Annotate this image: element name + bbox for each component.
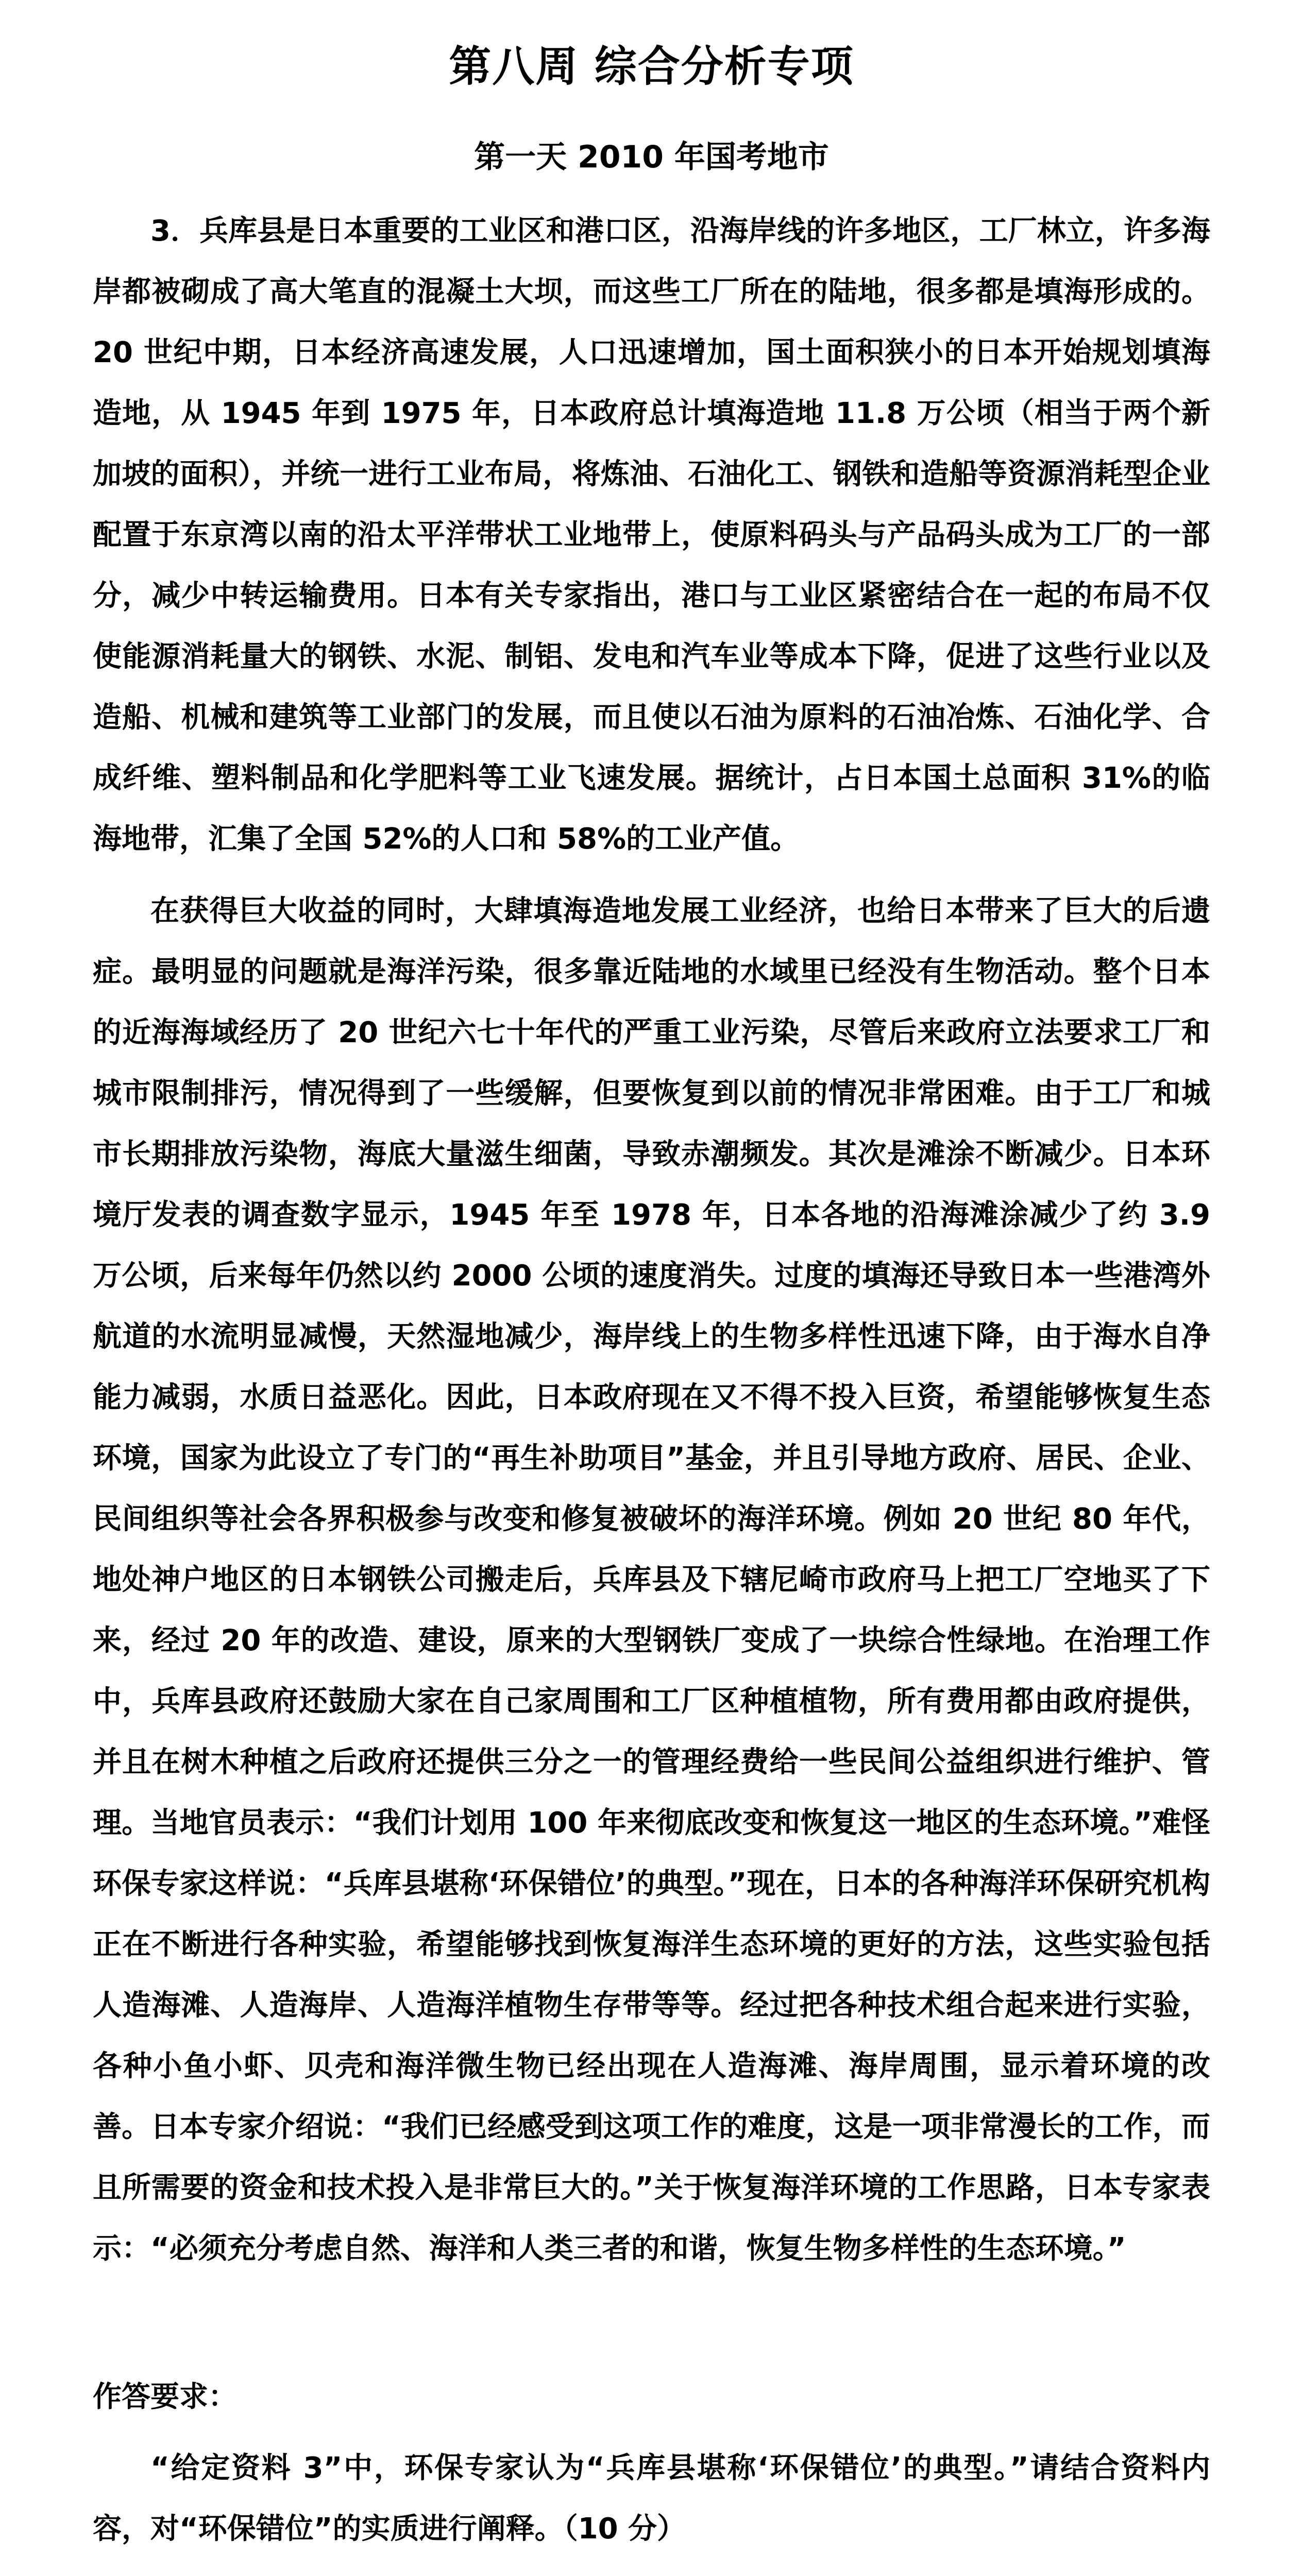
answer-section [93,2367,1210,2576]
material-paragraph-2: 在获得巨大收益的同时，大肆填海造地发展工业经济，也给日本带来了巨大的后遗症。最明显的问题就是海洋污染，很多靠近陆地的水域里已经没有生物活动。整个日本的近海海域经历了 20 世纪六七十年代的严重工业污染，尽管后来政府立法要求工厂和城市限制排污，情况得到了一些缓解，但要恢复到以前的情况非常困难。由于工厂和城市长期排放污染物，海底大量滋生细菌，导致赤潮频发。其次是滩涂不断减少。日本环境厅发表的调查数字显示，1945 年至 1978 年，日本各地的沿海滩涂减少了约 3.9 万公顷，后来每年仍然以约 2000 公顷的速度消失。过度的填海还导致日本一些港湾外航道的水流明显减慢，天然湿地减少，海岸线上的生物多样性迅速下降，由于海水自净能力减弱，水质日益恶化。因此，日本政府现在又不得不投入巨资，希望能够恢复生态环境，国家为此设立了专门的“再生补助项目”基金，并且引导地方政府、居民、企业、民间组织等社会各界积极参与改变和修复被破坏的海洋环境。例如 20 世纪 80 年代，地处神户地区的日本钢铁公司搬走后，兵库县及下辖尼崎市政府马上把工厂空地买了下来，经过 20 年的改造、建设，原来的大型钢铁厂变成了一块综合性绿地。在治理工作中，兵库县政府还鼓励大家在自己家周围和工厂区种植植物，所有费用都由政府提供，并且在树木种植之后政府还提供三分之一的管理经费给一些民间公益组织进行维护、管理。当地官员表示：“我们计划用 100 年来彻底改变和恢复这一地区的生态环境。”难怪环保专家这样说：“兵库县堪称‘环保错位’的典型。”现在，日本的各种海洋环保研究机构正在不断进行各种实验，希望能够找到恢复海洋生态环境的更好的方法，这些实验包括人造海滩、人造海岸、人造海洋植物生存带等等。经过把各种技术组合起来进行实验，各种小鱼小虾、贝壳和海洋微生物已经出现在人造海滩、海岸周围，显示着环境的改善。日本专家介绍说：“我们已经感受到这项工作的难度，这是一项非常漫长的工作，而且所需要的资金和技术投入是非常巨大的。”关于恢复海洋环境的工作思路，日本专家表示：“必须充分考虑自然、海洋和人类三者的和谐，恢复生物多样性的生态环境。” [93,894,1210,2265]
material-section [93,201,1210,2279]
answer-heading: 作答要求： [93,2380,237,2414]
question-text: “给定资料 3”中，环保专家认为“兵库县堪称‘环保错位’的典型。”请结合资料内容，对“环保错位”的实质进行阐释。（10 分） [93,2451,1210,2546]
page-title: 第八周 综合分析专项 [449,42,854,91]
page-subtitle: 第一天 2010 年国考地市 [474,139,829,175]
material-paragraph-1: 3．兵库县是日本重要的工业区和港口区，沿海岸线的许多地区，工厂林立，许多海岸都被砌成了高大笔直的混凝土大坝，而这些工厂所在的陆地，很多都是填海形成的。20 世纪中期，日本经济高速发展，人口迅速增加，国土面积狭小的日本开始规划填海造地，从 1945 年到 1975 年，日本政府总计填海造地 11.8 万公顷（相当于两个新加坡的面积），并统一进行工业布局，将炼油、石油化工、钢铁和造船等资源消耗型企业配置于东京湾以南的沿太平洋带状工业地带上，使原料码头与产品码头成为工厂的一部分，减少中转运输费用。日本有关专家指出，港口与工业区紧密结合在一起的布局不仅使能源消耗量大的钢铁、水泥、制铝、发电和汽车业等成本下降，促进了这些行业以及造船、机械和建筑等工业部门的发展，而且使以石油为原料的石油冶炼、石油化学、合成纤维、塑料制品和化学肥料等工业飞速发展。据统计，占日本国土总面积 31%的临海地带，汇集了全国 52%的人口和 58%的工业产值。 [93,214,1210,856]
